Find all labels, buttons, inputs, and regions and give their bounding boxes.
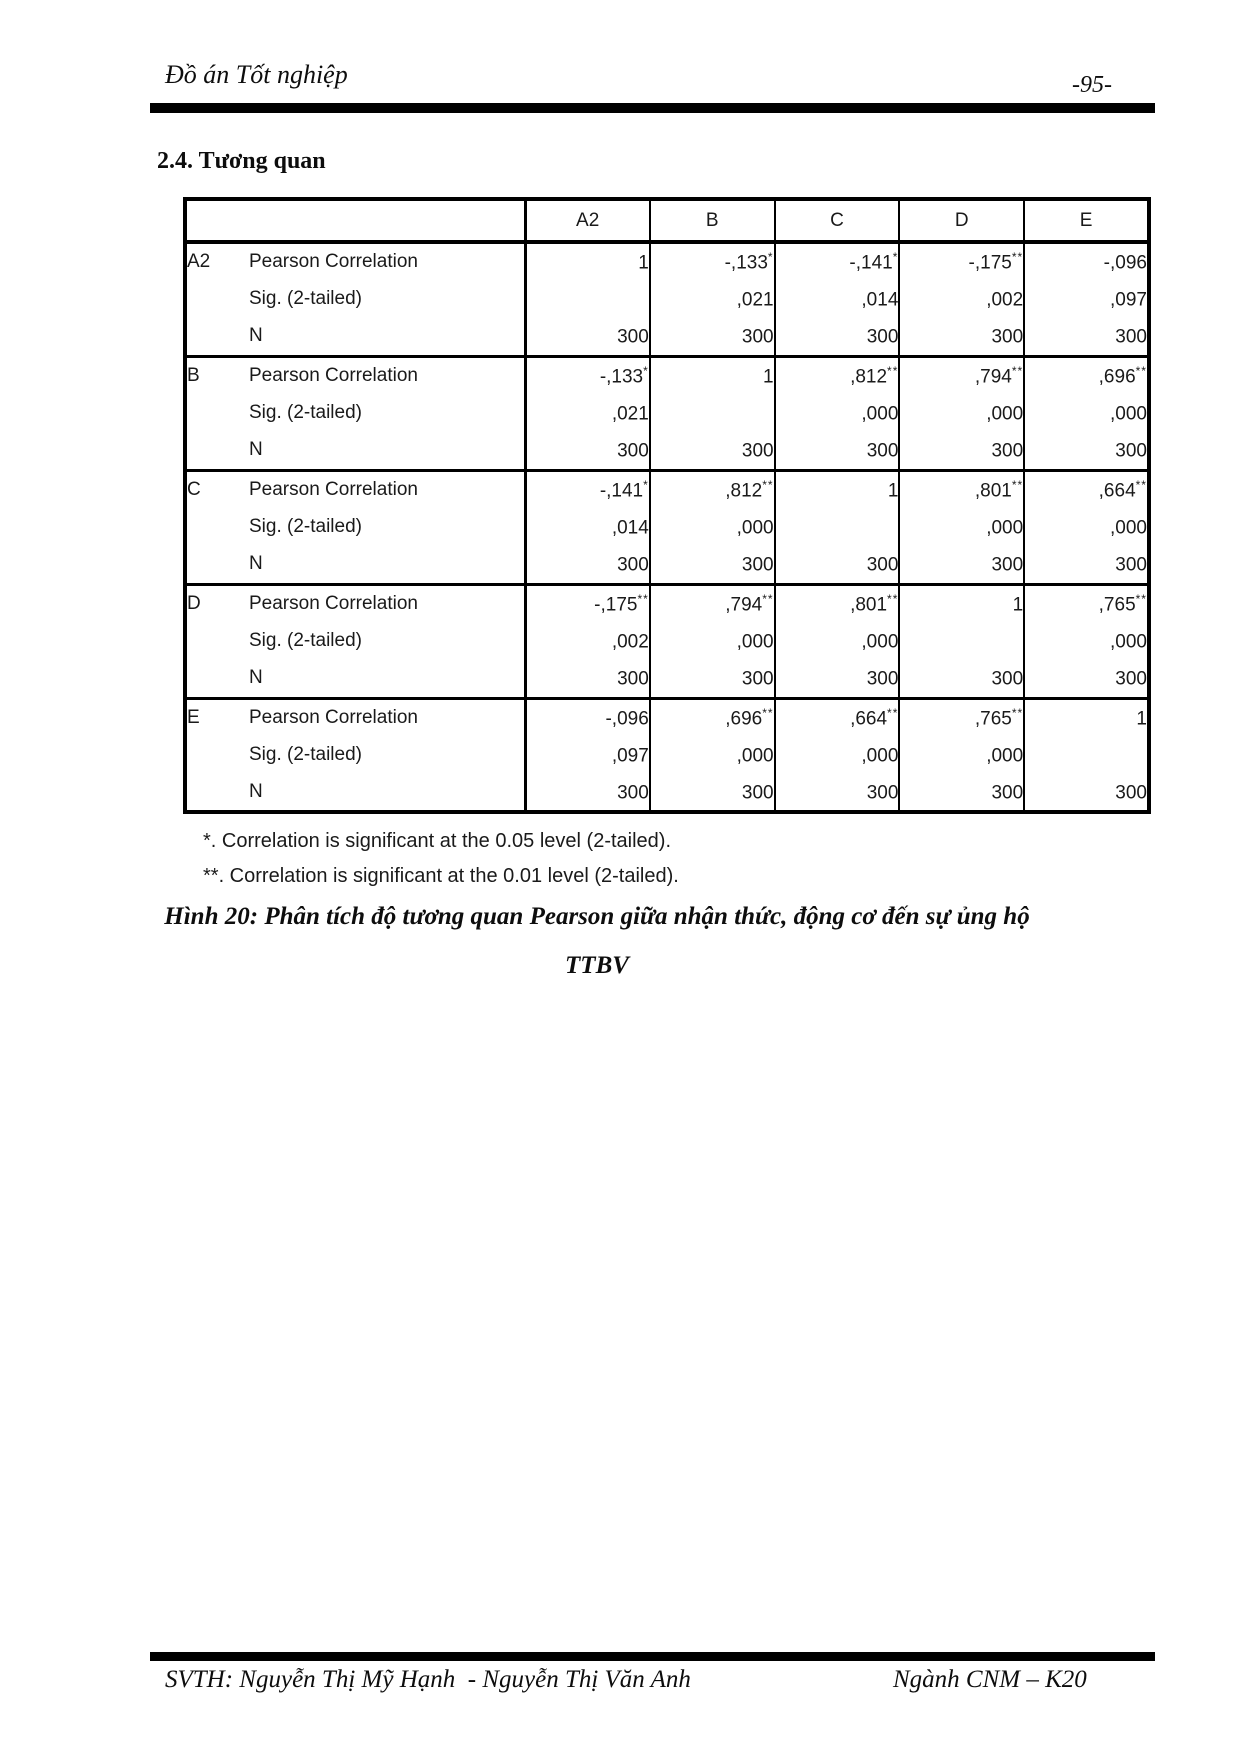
significance-marker: ** [762,705,774,720]
cell-value: 300 [617,440,649,462]
significance-marker: ** [1011,705,1024,720]
value-cell [650,356,775,394]
value-cell [525,508,650,546]
value-cell [775,432,900,470]
value-cell [1024,432,1149,470]
correlation-table [183,197,1151,814]
value-cell [650,736,775,774]
value-cell [775,584,900,622]
value-cell [1024,470,1149,508]
cell-value: 300 [866,782,899,804]
value-cell [525,736,650,774]
cell-value: ,664 [850,707,888,729]
cell-value: 300 [1115,668,1147,690]
value-cell [899,698,1024,736]
corner-cell [185,199,525,242]
cell-value: 1 [887,479,899,501]
value-cell [650,774,775,812]
significance-marker: ** [887,591,899,606]
value-cell [899,546,1024,584]
value-cell [899,318,1024,356]
column-header: C [775,199,900,242]
row-group-label: E [187,706,200,728]
value-cell [1024,622,1149,660]
row-stub-cell [185,546,525,584]
cell-value: 300 [617,668,649,690]
footnote-significance-005: *. Correlation is significant at the 0.05 level (2-tailed). [203,830,672,852]
page-header-title: Đồ án Tốt nghiệp [165,60,348,89]
cell-value: ,801 [974,479,1012,501]
cell-value: 300 [866,668,899,690]
footnote-significance-001: **. Correlation is significant at the 0.01 level (2-tailed). [203,865,679,887]
value-cell [1024,508,1149,546]
value-cell [899,242,1024,280]
cell-value: 300 [866,440,899,462]
row-group-label: D [187,592,201,614]
value-cell [899,280,1024,318]
row-stub-cell [185,698,525,736]
table-row [185,280,1149,318]
value-cell [775,774,900,812]
stat-name: N [249,439,263,461]
table-header-row [185,199,1149,242]
significance-marker: * [643,477,649,492]
value-cell [525,622,650,660]
value-cell [1024,318,1149,356]
value-cell [775,242,900,280]
value-cell [775,318,900,356]
row-stub-cell [185,508,525,546]
cell-value: ,000 [736,517,774,539]
cell-value: ,000 [1110,403,1147,425]
significance-marker: * [767,249,774,264]
value-cell [1024,242,1149,280]
column-header: A2 [525,199,650,242]
stat-name: Pearson Correlation [249,251,418,272]
row-stub-cell [185,280,525,318]
cell-value: -,175 [968,252,1012,274]
value-cell [899,736,1024,774]
cell-value: 300 [1115,782,1147,804]
header-rule [150,103,1155,113]
cell-value: 300 [866,554,899,576]
cell-value: ,000 [986,745,1024,767]
cell-value: ,097 [1110,289,1147,311]
footer-rule [150,1652,1155,1661]
stat-name: Sig. (2-tailed) [249,744,362,765]
value-cell [899,356,1024,394]
footer-program: Ngành CNM – K20 [893,1666,1087,1693]
value-cell [1024,584,1149,622]
cell-value: ,000 [986,517,1024,539]
cell-value: -,096 [1103,252,1147,274]
significance-marker: ** [1135,363,1147,378]
value-cell [650,660,775,698]
significance-marker: ** [1011,477,1024,492]
cell-value: 1 [763,365,774,387]
row-stub-cell [185,584,525,622]
table-row [185,698,1149,736]
row-stub-cell [185,622,525,660]
value-cell [525,546,650,584]
stat-name: N [249,553,263,575]
table-row [185,318,1149,356]
cell-value: 300 [617,326,649,348]
value-cell [650,508,775,546]
value-cell [1024,546,1149,584]
figure-caption [164,903,1029,980]
page-number: -95- [1072,72,1112,98]
value-cell [525,318,650,356]
value-cell [650,318,775,356]
table-row [185,736,1149,774]
table-row [185,584,1149,622]
value-cell [775,280,900,318]
table-row [185,622,1149,660]
table-row [185,432,1149,470]
cell-value: ,002 [986,289,1024,311]
cell-value: ,000 [861,631,899,653]
value-cell [899,622,1024,660]
value-cell [899,470,1024,508]
cell-value: ,000 [861,745,899,767]
value-cell [525,356,650,394]
value-cell [775,470,900,508]
significance-marker: ** [1135,591,1147,606]
significance-marker: ** [762,591,774,606]
stat-name: Pearson Correlation [249,706,418,728]
row-stub-cell [185,470,525,508]
cell-value: ,000 [986,403,1024,425]
significance-marker: ** [637,591,649,606]
value-cell [525,774,650,812]
cell-value: ,765 [1098,593,1136,615]
row-stub-cell [185,356,525,394]
cell-value: ,765 [974,707,1012,729]
stat-name: N [249,781,263,802]
value-cell [650,394,775,432]
value-cell [525,584,650,622]
stat-name: Sig. (2-tailed) [249,288,362,309]
significance-marker: * [892,249,899,264]
cell-value: 300 [1115,440,1147,462]
value-cell [775,546,900,584]
value-cell [1024,394,1149,432]
value-cell [650,584,775,622]
stat-name: Sig. (2-tailed) [249,516,362,537]
value-cell [899,432,1024,470]
value-cell [525,698,650,736]
value-cell [775,508,900,546]
value-cell [650,280,775,318]
cell-value: 300 [617,554,649,576]
cell-value: 300 [741,554,774,576]
value-cell [1024,356,1149,394]
cell-value: 1 [1136,707,1147,729]
cell-value: ,000 [1110,517,1147,539]
cell-value: ,794 [725,593,763,615]
cell-value: ,801 [850,593,888,615]
value-cell [775,660,900,698]
cell-value: 300 [741,782,774,804]
cell-value: ,812 [850,365,888,387]
value-cell [650,242,775,280]
correlation-matrix [183,197,1151,814]
value-cell [899,508,1024,546]
value-cell [650,698,775,736]
cell-value: 300 [1115,326,1147,348]
significance-marker: ** [1135,477,1147,492]
value-cell [775,394,900,432]
row-group-label: B [187,364,200,386]
table-row [185,508,1149,546]
cell-value: 1 [1012,593,1024,615]
value-cell [650,546,775,584]
value-cell [775,356,900,394]
value-cell [775,622,900,660]
significance-marker: ** [1011,249,1024,264]
value-cell [525,242,650,280]
cell-value: ,664 [1098,479,1136,501]
cell-value: ,696 [1098,365,1136,387]
cell-value: 300 [741,440,774,462]
cell-value: -,175 [594,593,638,615]
value-cell [650,470,775,508]
table-row [185,356,1149,394]
row-stub-cell [185,774,525,812]
cell-value: ,014 [611,517,649,539]
value-cell [525,280,650,318]
table-row [185,546,1149,584]
value-cell [899,584,1024,622]
cell-value: ,000 [861,403,899,425]
significance-marker: ** [887,705,899,720]
cell-value: ,812 [725,479,763,501]
stat-name: Pearson Correlation [249,592,418,614]
cell-value: 300 [741,326,774,348]
row-stub-cell [185,394,525,432]
value-cell [899,394,1024,432]
column-header: D [899,199,1024,242]
row-group-label: A2 [187,251,211,272]
cell-value: ,794 [974,365,1012,387]
cell-value: -,141 [849,252,893,274]
cell-value: 300 [741,668,774,690]
figure-caption-line1: Hình 20: Phân tích độ tương quan Pearson giữa nhận thức, động cơ đến sự ủng hộ [164,903,1030,930]
value-cell [525,432,650,470]
value-cell [1024,698,1149,736]
table-row [185,470,1149,508]
cell-value: -,096 [605,707,649,729]
stat-name: Pearson Correlation [249,478,418,500]
significance-marker: * [643,363,649,378]
stat-name: Sig. (2-tailed) [249,402,362,423]
cell-value: 300 [991,440,1024,462]
stat-name: N [249,667,263,689]
row-group-label: C [187,478,201,500]
column-header: B [650,199,775,242]
cell-value: 300 [991,554,1024,576]
figure-caption-line2: TTBV [565,952,629,979]
value-cell [650,432,775,470]
value-cell [1024,280,1149,318]
value-cell [899,660,1024,698]
table-row [185,660,1149,698]
cell-value: -,141 [599,479,644,501]
cell-value: 300 [991,668,1024,690]
value-cell [1024,736,1149,774]
value-cell [775,736,900,774]
table-row [185,394,1149,432]
row-stub-cell [185,318,525,356]
cell-value: ,002 [611,631,649,653]
cell-value: 300 [991,782,1024,804]
section-heading: 2.4. Tương quan [157,148,326,174]
row-stub-cell [185,242,525,280]
cell-value: -,133 [599,365,644,387]
value-cell [525,394,650,432]
cell-value: ,021 [611,403,649,425]
value-cell [899,774,1024,812]
cell-value: 300 [866,326,899,348]
footer-authors: SVTH: Nguyễn Thị Mỹ Hạnh - Nguyễn Thị Văn Anh [165,1666,691,1693]
cell-value: ,000 [1110,631,1147,653]
value-cell [650,622,775,660]
significance-marker: ** [1011,363,1024,378]
cell-value: ,021 [736,289,774,311]
value-cell [525,470,650,508]
row-stub-cell [185,736,525,774]
cell-value: ,000 [736,631,774,653]
stat-name: N [249,325,263,347]
table-row [185,242,1149,280]
cell-value: ,097 [611,745,649,767]
correlation-table-body [185,242,1149,812]
significance-marker: ** [887,363,899,378]
value-cell [525,660,650,698]
cell-value: ,014 [861,289,899,311]
table-row [185,774,1149,812]
significance-marker: ** [762,477,774,492]
cell-value: 300 [1115,554,1147,576]
stat-name: Pearson Correlation [249,364,418,386]
value-cell [775,698,900,736]
cell-value: -,133 [724,252,768,274]
cell-value: ,696 [725,707,763,729]
cell-value: 1 [638,252,649,274]
stat-name: Sig. (2-tailed) [249,630,362,651]
column-header: E [1024,199,1149,242]
cell-value: ,000 [736,745,774,767]
row-stub-cell [185,432,525,470]
cell-value: 300 [617,782,649,804]
value-cell [1024,660,1149,698]
value-cell [1024,774,1149,812]
cell-value: 300 [991,326,1024,348]
row-stub-cell [185,660,525,698]
